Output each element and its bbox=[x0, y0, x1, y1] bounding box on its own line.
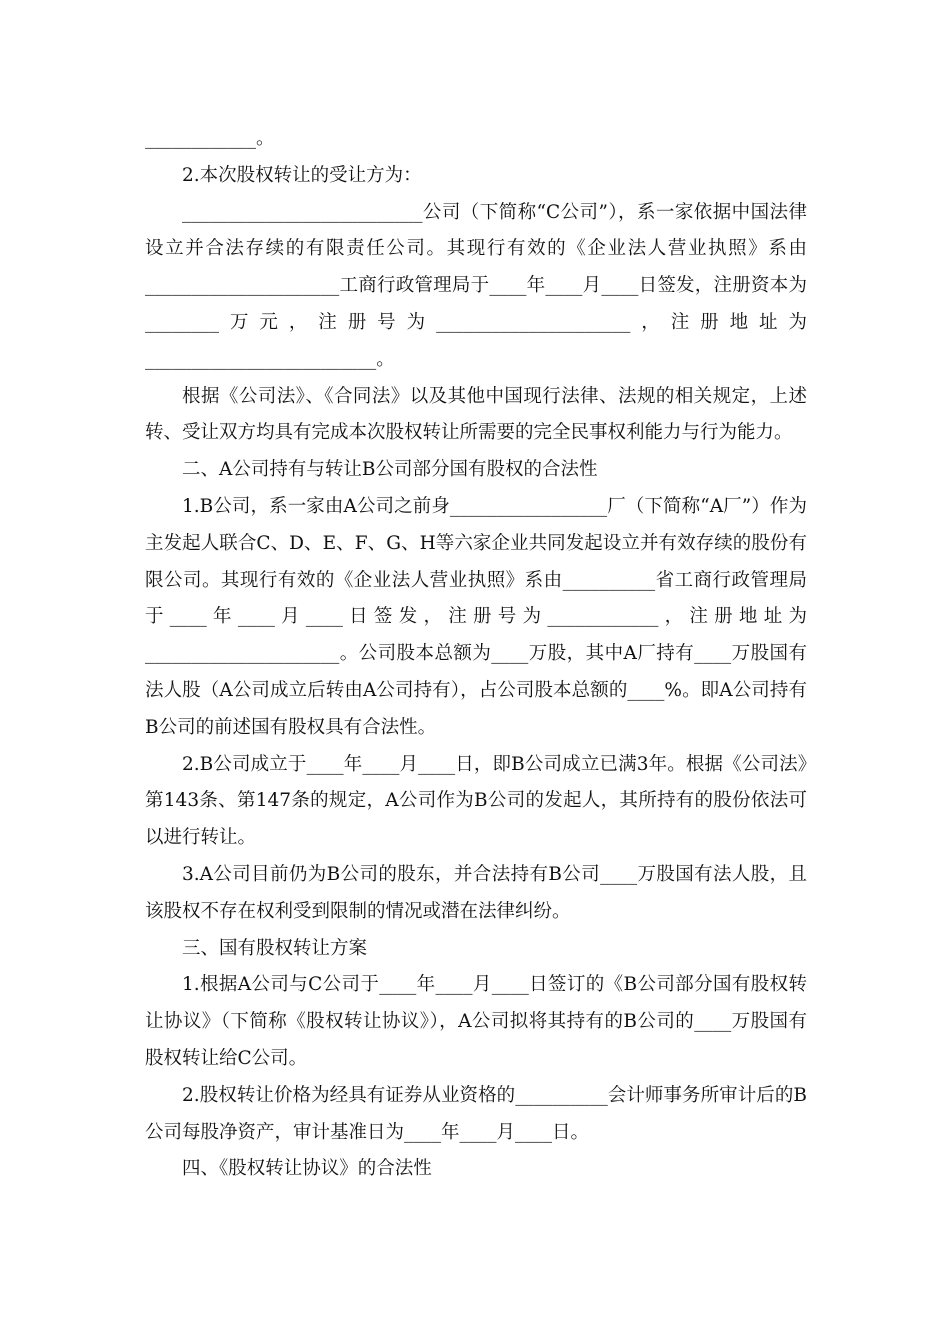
paragraph-transfer-plan: 1.根据A公司与C公司于____年____月____日签订的《B公司部分国有股权转让协议》（下简称《股权转让协议》），A公司拟将其持有的B公司的____万股国有股权转让给C公司。 bbox=[145, 974, 807, 1069]
paragraph-legal-capacity: 根据《公司法》、《合同法》以及其他中国现行法律、法规的相关规定，上述转、受让双方均具有完成本次股权转让所需要的完全民事权利能力与行为能力。 bbox=[145, 385, 807, 444]
section-heading-4: 四、《股权转让协议》的合法性 bbox=[182, 1158, 432, 1180]
paragraph-transfer-price: 2.股权转让价格为经具有证券从业资格的__________会计师事务所审计后的B公司每股净资产，审计基准日为____年____月____日。 bbox=[145, 1084, 807, 1143]
document-body bbox=[145, 121, 807, 1188]
section-heading-2: 二、A公司持有与转让B公司部分国有股权的合法性 bbox=[182, 459, 598, 481]
paragraph-continuation: ____________。 bbox=[145, 128, 275, 149]
paragraph-establishment: 2.B公司成立于____年____月____日，即B公司成立已满3年。根据《公司法》第143条、第147条的规定，A公司作为B公司的发起人，其所持有的股份依法可以进行转让。 bbox=[145, 753, 807, 849]
paragraph-company-c: __________________________公司（下简称“C公司”），系一家依据中国法律设立并合法存续的有限责任公司。其现行有效的《企业法人营业执照》系由_____________________工商行政管理局于____年____月____日签发，注册资本为________万元，注册号为_____________________，注册地址为_________________________。 bbox=[145, 201, 807, 370]
section-heading-3: 三、国有股权转让方案 bbox=[182, 937, 368, 959]
paragraph-transferee-heading: 2.本次股权转让的受让方为： bbox=[182, 164, 422, 186]
paragraph-shareholder: 3.A公司目前仍为B公司的股东，并合法持有B公司____万股国有法人股，且该股权不存在权利受到限制的情况或潜在法律纠纷。 bbox=[145, 863, 807, 922]
paragraph-company-b: 1.B公司，系一家由A公司之前身_________________厂（下简称“A厂”）作为主发起人联合C、D、E、F、G、H等六家企业共同发起设立并有效存续的股份有限公司。其现行有效的《企业法人营业执照》系由__________省工商行政管理局于____年____月____日签发，注册号为____________，注册地址为_____________________。公司股本总额为____万股，其中A厂持有____万股国有法人股（A公司成立后转由A公司持有），占公司股本总额的____%。即A公司持有B公司的前述国有股权具有合法性。 bbox=[145, 495, 807, 738]
